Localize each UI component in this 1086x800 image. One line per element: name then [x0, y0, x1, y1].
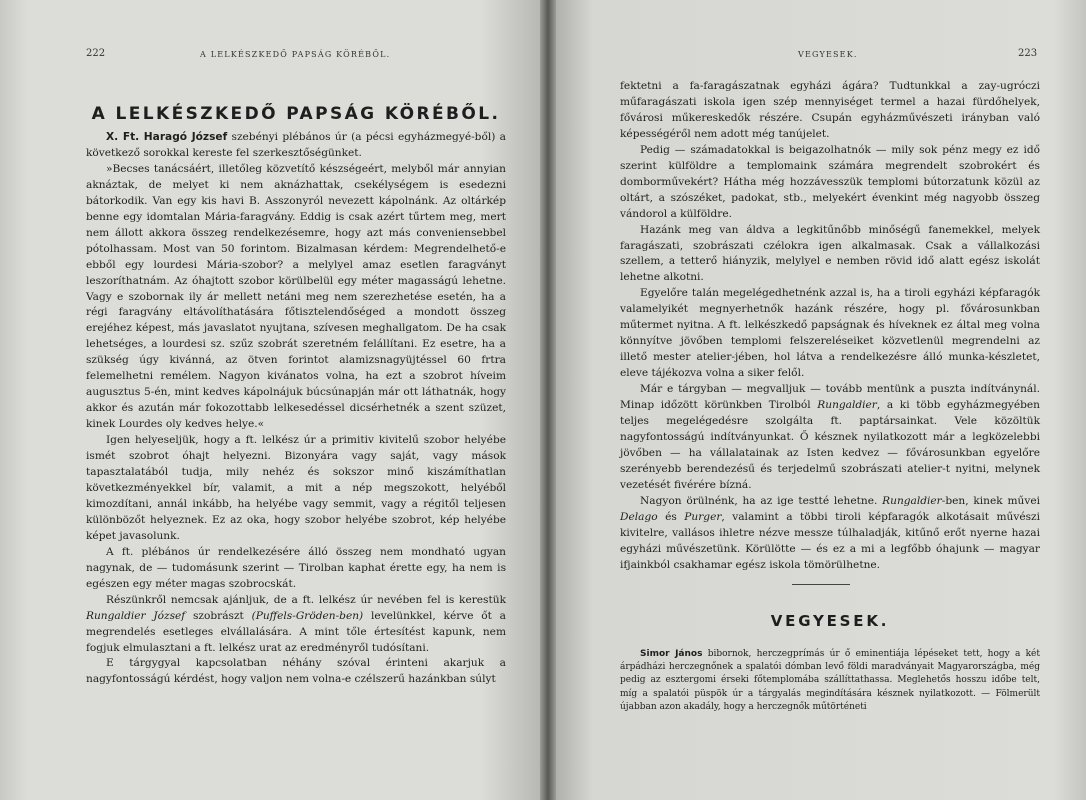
- running-head-left: A LELKÉSZKEDŐ PAPSÁG KÖRÉBŐL.: [200, 50, 391, 59]
- left-column-text: [86, 130, 506, 688]
- article-title: A LELKÉSZKEDŐ PAPSÁG KÖRÉBŐL.: [91, 104, 501, 124]
- section-divider: [792, 584, 850, 585]
- paragraph: X. Ft. Haragó József szebényi plébános úr (a pécsi egyházmegyé-ből) a következő sorokkal kereste fel szerkesztőségünket.: [86, 131, 506, 159]
- paragraph: Igen helyeseljük, hogy a ft. lelkész úr a primitiv kivitelű szobor helyébe ismét szobrot óhajt helyezni. Bizonyára vagy saját, vagy mások tapasztalatából tudja, mily nehéz és sokszor minő kiszámíthatlan következményekkel bír, valamit, a mit a nép megszokott, helyéből kimozdítani, annál inkább, ha helyébe vagy semmit, vagy a régitől teljesen különbözőt helyeznek. Ez az oka, hogy szobor helyébe szobrot, kép helyébe képet javasolunk.: [86, 434, 506, 542]
- paragraph: E tárgygyal kapcsolatban néhány szóval érinteni akarjuk a nagyfontosságú kérdést, hogy valjon nem volna-e czélszerű hazánkban súlyt: [86, 657, 506, 686]
- paragraph: Részünkről nemcsak ajánljuk, de a ft. lelkész úr nevében fel is kerestük Rungaldier József szobrászt (Puffels-Gröden-ben) levelünkkel, kérve őt a megrendelés esetleges elvállalására. A mint tőle értesítést kapunk, nem fogjuk elmulasztani a ft. lelkész urat az eredményről tudósítani.: [86, 593, 506, 654]
- right-column-text: [620, 79, 1040, 574]
- misc-news-text: [620, 648, 1040, 714]
- paragraph: »Becses tanácsáért, illetőleg közvetítő készségeért, melyből már annyian aknáztak, de melyet ki nem aknázhattak, csekélységem is esedezni bátorkodik. Van egy kis havi B. Asszonyról nevezett kápolnánk. Az oltárkép benne egy idomtalan Mária-faragvány. Eddig is csak azért tűrtem meg, mert nem állott akkora összeg rendelkezésemre, hogy azt más conveniensebbel pótolhassam. Most van 50 forintom. Bizalmasan kérdem: Megrendelhető-e ebből egy lourdesi Mária-szobor? a melylyel amaz esetlen faragványt leszoríthatnám. Az óhajtott szobor körülbelül egy méter magasságú lehetne. Vagy e szobornak ily ár mellett netáni meg nem szerezhetése esetén, ha a régi faragvány eltávolíthatására főtisztelendőséged a mondott összeg erejéhez képest, más javaslatot nyujtana, szívesen meghallgatom. De ha csak lehetséges, a lourdesi sz. szűz szobrát szeretném felállítani. Ez esetre, ha a szükség úgy kivánná, az ötven forintot alamizsnagyüjtéssel 60 frtra felemelhetni remélem. Nagyon kivánatos volna, ha ezt a szobrot híveim augusztus 5-én, mint kedves kápolnájuk búcsúnapján már ott láthatnák, hogy akkor és azután már fokozottabb lelkesedéssel dicsérhetnék a szent szüzet, kinek Lourdes oly kedves helye.«: [86, 162, 506, 431]
- book-gutter: [540, 0, 556, 800]
- paragraph: Egyelőre talán megelégedhetnénk azzal is, ha a tiroli egyházi képfaragók valamelyikét megnyerhetnők hazánk részére, hogy pl. fővárosunkban műtermet nyitna. A ft. lelkészkedő papságnak és híveknek ez által meg volna könnyítve jövőben templomi felszereléseiket közvetlenül megrendelni az illető mester atelier-jében, hol látva a rendelkezésre álló munka-készletet, eleve tájékozva volna a siker felől.: [620, 287, 1040, 380]
- paragraph: fektetni a fa-faragászatnak egyházi ágára? Tudtunkkal a zay-ugróczi műfaragászati iskola igen szép mennyiséget termel a hazai fürdőhelyek, fővárosi műkereskedők részére. Csupán egyházművészeti irányban való képességéről nem adott még tanújelet.: [620, 80, 1040, 140]
- paragraph: Már e tárgyban — megvalljuk — tovább mentünk a puszta indítványnál. Minap időzött körünkben Tirolból Rungaldier, a ki több egyházmegyében teljes megelégedésre szolgálta ft. paptársainkat. Vele közöltük nagyfontosságú indítványunkat. Ő késznek nyilatkozott már a legközelebbi jövőben — ha vállalatainak az Isten kedvez — fővárosunkban egyelőre szerényebb berendezésű és terjedelmű szobrászati atelier-t nyitni, melynek vezetését fivérére bízná.: [620, 383, 1041, 491]
- author-name: X. Ft. Haragó József: [106, 131, 228, 143]
- paragraph: Hazánk meg van áldva a legkitűnőbb minőségű fanemekkel, melyek faragászati, szobrászati czélokra igen alkalmasak. Csak a vállalkozási szellem, a tetterő hiányzik, melylyel e nemben rövid idő alatt egész iskolát lehetne alkotni.: [620, 223, 1040, 284]
- paragraph: Nagyon örülnénk, ha az ige testté lehetne. Rungaldier-ben, kinek művei Delago és Purger, valamint a többi tiroli képfaragók alkotásait művészi kivitelre, vallásos ihletre nézve messze túlhaladják, kitűnő erőt nyerne hazai egyházi művészetünk. Körülötte — és ez a mi a legfőbb óhajunk — magyar ifjainkból csakhamar egész iskola tömörülhetne.: [620, 494, 1040, 571]
- paragraph: A ft. plébános úr rendelkezésére álló összeg nem mondható ugyan nagynak, de — tudomásunk szerint — Tirolban kaphat érette egy, ha nem is egészen egy méter magas szobrocskát.: [86, 545, 506, 590]
- running-head-right: VEGYESEK.: [798, 50, 858, 59]
- paragraph: Pedig — számadatokkal is beigazolhatnók — mily sok pénz megy ez idő szerint külföldre a templomaink számára megrendelt szobrokért és domborművekért? Hátha még hozzávesszük templomi bútorzatunk közül az oltárt, a szószéket, padokat, stb., melyekért évenkint még nagyobb összeg vándorol a külföldre.: [620, 143, 1040, 220]
- person-name: Simor János: [640, 649, 703, 659]
- paragraph: Simor János bibornok, herczegprímás úr ő eminentiája lépéseket tett, hogy a két árpádházi herczegnőnek a spalatói dómban levő földi maradványait Magyarországba, még pedig az esztergomi érseki főtemplomába szállíttathassa. Meglehetős hosszu időbe telt, míg a spalatói püspök úr a tárgyalás megindítására késznek nyilatkozott. — Fölmerült újabban azon akadály, hogy a herczegnők műtörténeti: [620, 649, 1040, 712]
- page-number-left: 222: [86, 48, 106, 59]
- section-title: VEGYESEK.: [770, 612, 890, 630]
- page-number-right: 223: [1018, 48, 1038, 59]
